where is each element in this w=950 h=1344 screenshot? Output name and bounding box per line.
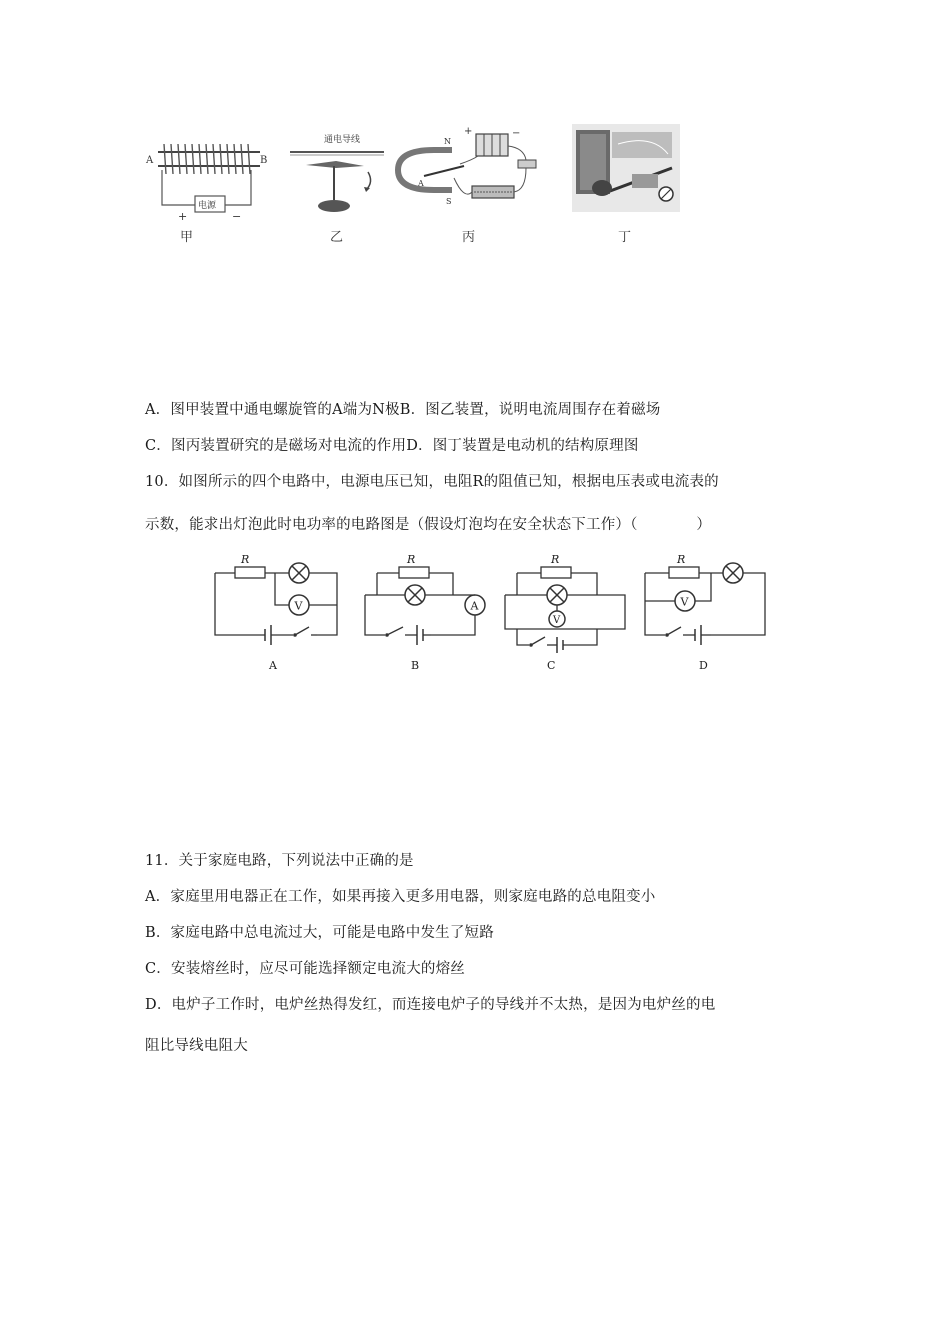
pole-s: S	[446, 197, 452, 206]
figure-row-q9	[140, 120, 700, 250]
caption-yi: 乙	[330, 230, 344, 245]
circuit-b	[355, 545, 495, 675]
q11-option-b: B．家庭电路中总电流过大，可能是电路中发生了短路	[145, 925, 494, 941]
circuit-c	[495, 545, 635, 675]
caption-bing: 丙	[462, 230, 476, 245]
circuit-figures	[205, 545, 775, 675]
circuit-a	[205, 545, 345, 675]
q10-stem-line2: 示数，能求出灯泡此时电功率的电路图是（假设灯泡均在安全状态下工作）（ ）	[145, 517, 712, 533]
q11-option-c: C．安装熔丝时，应尽可能选择额定电流大的熔丝	[145, 961, 465, 977]
circuit-caption-d: D	[699, 659, 708, 672]
circuit-caption-c: C	[547, 659, 556, 672]
q9-option-cd: C．图丙装置研究的是磁场对电流的作用D．图丁装置是电动机的结构原理图	[145, 438, 639, 454]
circuit-caption-a: A	[269, 659, 277, 672]
resistor-label: R	[677, 553, 686, 566]
pole-n: N	[444, 137, 451, 146]
solenoid-end-a: A	[146, 155, 154, 166]
wire-label: 通电导线	[324, 135, 361, 145]
rod-label-a: A	[418, 179, 424, 188]
solenoid-diagram	[140, 130, 270, 225]
circuit-caption-b: B	[411, 659, 420, 672]
plus-sign: +	[178, 210, 188, 223]
resistor-label: R	[407, 553, 416, 566]
voltmeter-label: V	[553, 615, 561, 626]
q10-stem-line1: 10．如图所示的四个电路中，电源电压已知，电阻R的阻值已知，根据电压表或电流表的	[145, 474, 719, 490]
q11-stem: 11．关于家庭电路，下列说法中正确的是	[145, 853, 414, 869]
battery-minus: −	[512, 128, 521, 139]
oersted-diagram	[288, 130, 388, 225]
resistor-label: R	[551, 553, 560, 566]
q9-option-ab: A．图甲装置中通电螺旋管的A端为N极B．图乙装置，说明电流周围存在着磁场	[145, 402, 661, 418]
battery-plus: +	[464, 126, 473, 137]
circuit-d	[635, 545, 775, 675]
caption-jia: 甲	[180, 230, 194, 245]
resistor-label: R	[241, 553, 250, 566]
ammeter-label: A	[470, 599, 479, 613]
minus-sign: −	[232, 210, 242, 223]
magnet-circuit-diagram	[394, 120, 544, 220]
power-source-label: 电源	[198, 201, 217, 211]
q11-option-d-line1: D．电炉子工作时，电炉丝热得发红，而连接电炉子的导线并不太热，是因为电炉丝的电	[145, 997, 716, 1013]
q11-option-d-line2: 阻比导线电阻大	[145, 1038, 248, 1054]
voltmeter-label: V	[680, 595, 689, 609]
caption-ding: 丁	[618, 230, 632, 245]
device-photo	[572, 124, 680, 212]
q11-option-a: A．家庭里用电器正在工作，如果再接入更多用电器，则家庭电路的总电阻变小	[145, 889, 656, 905]
solenoid-end-b: B	[260, 155, 268, 166]
voltmeter-label: V	[294, 599, 303, 613]
